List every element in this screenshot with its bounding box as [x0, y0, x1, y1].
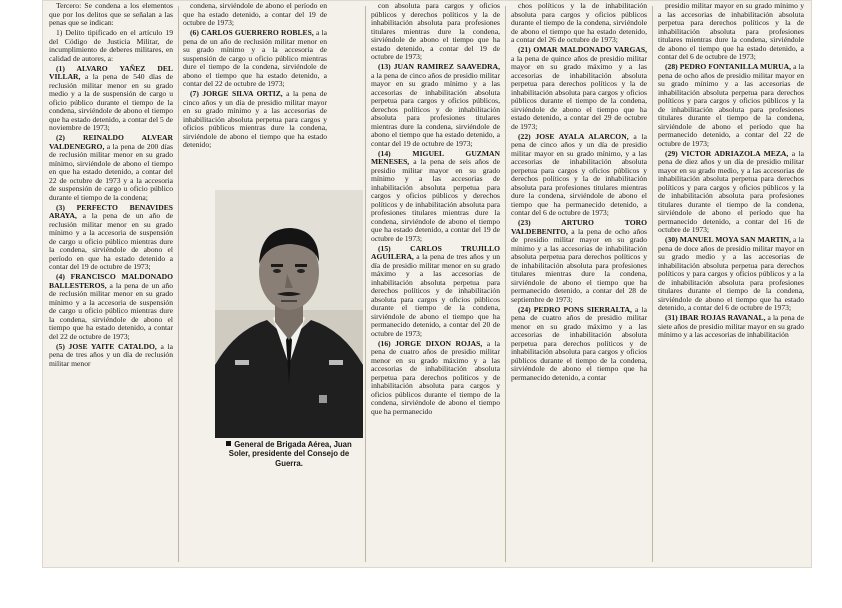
paragraph-text: a la pena de cinco años de presidio militar mayor en su grado mínimo y a las accesorias de inhabilitación absoluta perpetua para cargos y oficios públicos, derechos políticos y de inhabilitación absoluta para profesiones titulares mientras dure la condena, sirviéndole de abono el tiempo que ha estado detenido, a contar del 19 de octubre de 1973; — [371, 70, 500, 148]
paragraph — [371, 340, 500, 417]
portrait-image — [215, 190, 363, 438]
paragraph — [371, 63, 500, 148]
paragraph-text: a la pena de tres años y un día de reclusión militar menor — [49, 341, 173, 368]
defendant-name: (30) MANUEL MOYA SAN MARTIN, — [665, 235, 794, 244]
column-rule — [652, 6, 653, 562]
paragraph-text: a la pena de ocho años de presidio militar mayor en su grado mínimo y a las accesorias de inhabilitación absoluta perpetua para derechos políticos y para cargos y oficios públicos y la de inhabilitación absoluta para profesiones titulares durante el tiempo de la condena, sirviéndole de abono el período que ha permanecido detenido, a contar del 22 de octubre de 1973; — [658, 62, 804, 148]
paragraph-text: a la pena de seis años de presidio militar mayor en su grado mínimo y a las accesorias de inhabilitación absoluta perpetua para cargos y oficios públicos y derechos políticos y de inhabilitación absoluta para profesiones titulares mientras dure la condena, sirviéndole de abono el tiempo que ha estado detenido, a contar del 19 de octubre de 1973; — [371, 157, 500, 243]
paragraph — [49, 65, 173, 133]
defendant-name: (28) PEDRO FONTANILLA MURUA, — [665, 62, 794, 71]
defendant-name: (16) JORGE DIXON ROJAS, — [378, 338, 487, 348]
defendant-name: (13) JUAN RAMIREZ SAAVEDRA, — [378, 62, 500, 71]
paragraph-text: condena, sirviéndole de abono el período en que ha estado detenido, a contar del 19 de octubre de 1973; — [183, 1, 327, 27]
paragraph — [371, 150, 500, 244]
paragraph — [658, 63, 804, 148]
paragraph — [658, 236, 804, 313]
paragraph-text: a la pena de cinco años y un día de presidio militar mayor en su grado mínimo y a las accesorias de inhabilitación absoluta perpetua para cargos y oficios públicos mientras dure la condena, sirviéndole de abono el tiempo que ha estado detenido; — [183, 89, 327, 149]
newspaper-clipping — [42, 0, 812, 568]
paragraph-text: a la pena de quince años de presidio militar mayor en su grado máximo y a las accesorias de inhabilitación absoluta perpetua para derechos políticos y la de inhabilitación absoluta para cargos y oficios públicos durante el tiempo de la condena, sirviéndole de abono el tiempo que ha estado detenido, a contar del 29 de octubre de 1973; — [511, 53, 647, 131]
defendant-name: (5) JOSE YAITE CATALDO, — [56, 341, 161, 351]
paragraph — [511, 2, 647, 45]
defendant-name: (7) JORGE SILVA ORTIZ, — [190, 89, 287, 98]
paragraph-text: a la pena de un año de reclusión militar menor en su grado mínimo y a la accesoria de suspensión de cargo u oficio público mientras dure el tiempo de la condena, sirviéndole de abono el tiempo que ha estado detenido, a contar del 22 de octubre de 1973; — [183, 28, 327, 88]
paragraph — [183, 29, 327, 89]
paragraph — [49, 134, 173, 202]
paragraph-text: con absoluta para cargos y oficios públicos y derechos políticos y la de inhabilitación absoluta para profesiones titulares mientras dure la condena, sirviéndole de abono el tiempo que ha estado detenido, a contar del 19 de octubre de 1973; — [371, 1, 500, 61]
paragraph-text: chos políticos y la de inhabilitación absoluta para cargos y oficios públicos durante el tiempo de la condena, sirviéndole de abono el tiempo que ha estado detenido, a contar del 26 de octubre de 1973; — [511, 1, 647, 44]
defendant-name: (21) OMAR MALDONADO VARGAS, — [518, 45, 647, 54]
paragraph — [511, 219, 647, 304]
paragraph — [49, 29, 173, 63]
paragraph-text: a la pena de doce años de presidio militar mayor en su grado medio y a las accesorias de inhabilitación absoluta perpetua para derechos políticos y para cargos y oficios públicos y a la de inhabilitación absoluta para profesiones titulares durante el tiempo de la condena, sirviéndole de abono el tiempo que ha estado detenido, a contar del 6 de octubre de 1973; — [658, 235, 804, 312]
text-column-4 — [508, 0, 650, 568]
paragraph — [511, 306, 647, 383]
paragraph — [49, 2, 173, 28]
paragraph-text: a la pena de un año de reclusión militar menor en su grado mínimo y a la accesoria de suspensión de cargo u oficio público mientras dure la condena, sirviéndole de abono el tiempo que ha estado detenido, a contar del 22 de octubre de 1973; — [49, 280, 173, 341]
paragraph-text: a la pena de tres años y un día de presidio militar menor en su grado máximo y a las accesorias de inhabilitación absoluta perpetua para derechos políticos y de inhabilitación absoluta para cargos y oficios públicos durante el tiempo de la condena, sirviéndole de abono el tiempo que ha permanecido detenido, a contar del 20 de octubre de 1973; — [371, 252, 500, 338]
text-column-2 — [180, 0, 330, 188]
paragraph-text: 1) Delito tipificado en el artículo 19 del Código de Justicia Militar, de incumplimiento de deberes militares, en calidad de autores, a: — [49, 28, 173, 63]
text-column-5 — [655, 0, 807, 568]
paragraph-text: presidio militar mayor en su grado mínimo y a las accesorias de inhabilitación absoluta perpetua para derechos políticos y la de inhabilitación absoluta para profesiones titulares mientras dure la condena, sirviéndole de abono el tiempo que ha estado detenido, a contar del 6 de octubre de 1973; — [658, 1, 804, 61]
defendant-name: (6) CARLOS GUERRERO ROBLES, — [190, 28, 316, 37]
defendant-name: (3) PERFECTO BENAVIDES ARAYA, — [49, 202, 173, 220]
paragraph-text: Tercero: Se condena a los elementos que por los delitos que se señalan a las penas que se indican: — [49, 1, 173, 27]
column-rule — [505, 6, 506, 562]
defendant-name: (23) ARTURO TORO VALDEBENITO, — [511, 218, 647, 236]
paragraph-text: a la pena de 540 días de reclusión militar menor en su grado medio y a la de suspensión de cargo u oficio público durante el tiempo de la condena, sirviéndole de abono el tiempo que ha estado detenido, a contar del 5 de noviembre de 1973; — [49, 72, 173, 132]
column-rule — [178, 6, 179, 562]
defendant-name: (31) IBAR ROJAS RAVANAL, — [665, 313, 768, 322]
paragraph — [49, 204, 173, 272]
paragraph — [371, 2, 500, 62]
caption-text: General de Brigada Aérea, Juan Soler, presidente del Consejo de Guerra. — [228, 440, 352, 468]
text-column-1 — [46, 0, 176, 568]
defendant-name: (24) PEDRO PONS SIERRALTA, — [518, 304, 635, 314]
paragraph — [658, 314, 804, 340]
paragraph — [49, 343, 173, 369]
paragraph — [371, 245, 500, 339]
paragraph-text: a la pena de diez años y un día de presidio militar mayor en su grado medio, y a las accesorias de inhabilitación absoluta perpetua para derechos políticos y para cargos y oficios públicos y la de inhabilitación absoluta para profesiones titulares durante el tiempo de la condena, sirviéndole de abono el período que ha permanecido detenido, a contar del 16 de octubre de 1973; — [658, 148, 804, 234]
paragraph — [511, 133, 647, 218]
defendant-name: (29) VICTOR ADRIAZOLA MEZA, — [665, 148, 792, 158]
photo-caption — [215, 440, 363, 468]
column-rule — [365, 6, 366, 562]
defendant-name: (1) ALVARO YAÑEZ DEL VILLAR, — [49, 63, 173, 81]
defendant-name: (14) MIGUEL GUZMAN MENESES, — [371, 148, 500, 166]
paragraph-text: a la pena de ocho años de presidio militar mayor en su grado mínimo y a las accesorias de inhabilitación absoluta perpetua para derechos políticos y de inhabilitación absoluta para profesiones titulares mientras dure la condena, sirviéndole de abono el tiempo que ha permanecido detenido, a contar del 28 de septiembre de 1973; — [511, 226, 647, 304]
paragraph-text: a la pena de 200 días de reclusión militar menor en su grado mínimo, sirviéndole de abono el tiempo en que ha estado detenido, a contar del 22 de octubre de 1973 y a la accesoria de suspensión de cargo u oficio público durante el tiempo de la condena; — [49, 141, 173, 202]
paragraph — [658, 150, 804, 235]
paragraph-text: a la pena de siete años de presidio militar mayor en su grado mínimo y a las accesorias de inhabilitación — [658, 313, 804, 339]
paragraph — [183, 90, 327, 150]
paragraph-text: a la pena de un año de reclusión militar menor en su grado mínimo y a la accesoria de suspensión de cargo u oficio público mientras dure la condena, sirviéndole de abono el período en que ha estado detenido a contar del 19 de octubre de 1973; — [49, 211, 173, 271]
portrait-photo — [215, 190, 363, 438]
paragraph — [183, 2, 327, 28]
paragraph — [658, 2, 804, 62]
defendant-name: (2) REINALDO ALVEAR VALDENEGRO, — [49, 133, 173, 151]
text-column-3 — [368, 0, 503, 568]
paragraph-text: a la pena de cuatro años de presidio militar menor en su grado máximo y a las accesorias de inhabilitación absoluta perpetua para derechos políticos y de inhabilitación absoluta para cargos y oficios públicos durante el tiempo de la condena, sirviéndole de abono el tiempo que ha permanecido — [371, 338, 500, 416]
defendant-name: (15) CARLOS TRUJILLO AGUILERA, — [371, 243, 500, 261]
paragraph — [511, 46, 647, 131]
paragraph-text: a la pena de cuatro años de presidio militar menor en su grado máximo y a las accesorias de inhabilitación absoluta perpetua para derechos políticos y de inhabilitación absoluta para cargos y oficios públicos durante el tiempo de la condena, sirviéndole de abono el tiempo que ha permanecido detenido, a contar — [511, 304, 647, 382]
defendant-name: (22) JOSE AYALA ALARCON, — [518, 131, 634, 141]
paragraph-text: a la pena de cinco años y un día de presidio militar mayor en su grado mínimo, y a las accesorias de inhabilitación absoluta perpetua para cargos y oficios públicos y derechos políticos y la de inhabilitación absoluta para profesiones titulares mientras dure la condena, sirviéndole de abono el tiempo que ha permanecido detenido, a contar del 6 de octubre de 1973; — [511, 131, 647, 217]
defendant-name: (4) FRANCISCO MALDONADO BALLESTEROS, — [49, 272, 173, 290]
paragraph — [49, 273, 173, 341]
caption-bullet — [226, 441, 231, 446]
